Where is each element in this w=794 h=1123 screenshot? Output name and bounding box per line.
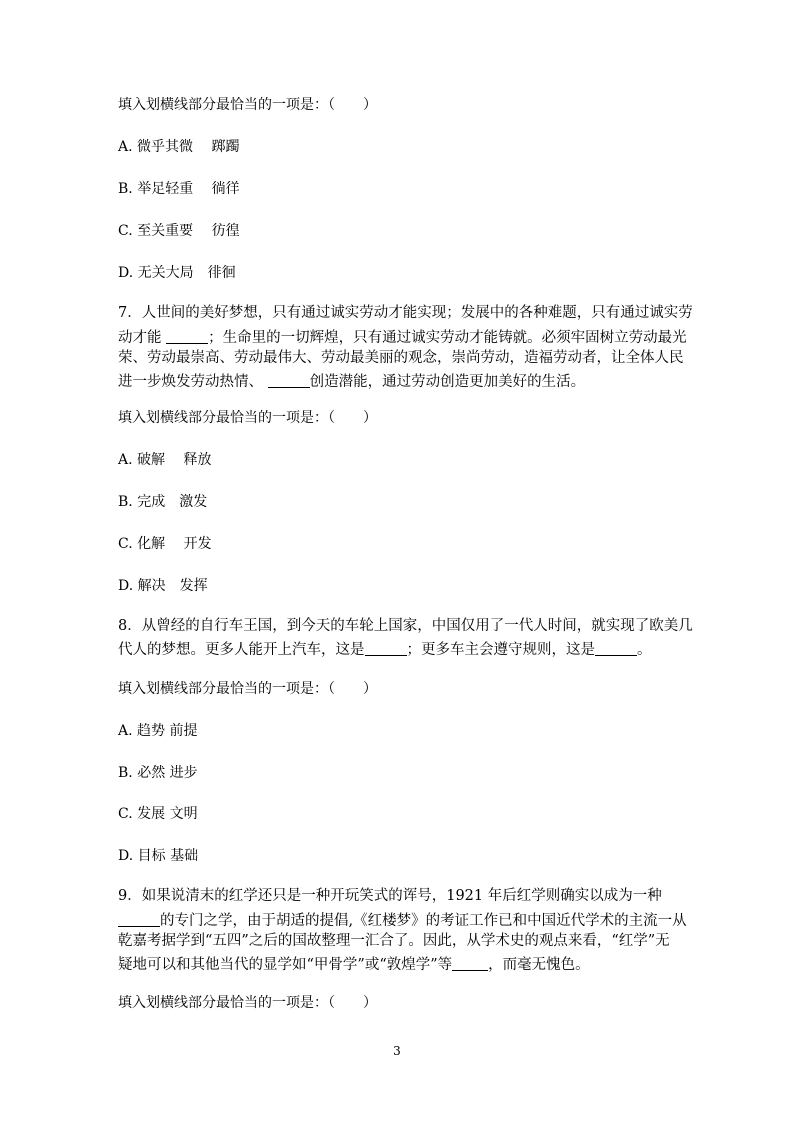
- fill-blank: [118, 912, 160, 927]
- question-9-line-4: 疑地可以和其他当代的显学如“甲骨学”或“敦煌学”等 ，而毫无愧色。: [118, 957, 590, 973]
- page-number: 3: [393, 1044, 401, 1058]
- option-d: D. 解决 发挥: [118, 578, 208, 594]
- question-9-line-1: 9．如果说清末的红学还只是一种开玩笑式的诨号，1921 年后红学则确实以成为一种: [118, 888, 662, 904]
- fill-blank: [365, 641, 407, 656]
- question-8-line-2: 代人的梦想。更多人能开上汽车，这是 ；更多车主会遵守规则，这是 。: [118, 642, 652, 658]
- option-b: B. 完成 激发: [118, 494, 208, 510]
- option-a: A. 趋势 前提: [118, 723, 198, 739]
- question-prompt: 填入划横线部分最恰当的一项是：（ ）: [118, 681, 377, 697]
- fill-blank: [268, 373, 310, 388]
- fill-blank: [595, 641, 637, 656]
- fill-blank: [452, 956, 488, 971]
- option-d: D. 无关大局 徘徊: [118, 265, 236, 281]
- fill-blank: [166, 329, 208, 344]
- option-c: C. 化解 开发: [118, 536, 212, 552]
- question-7-line-2: 动才能 ；生命里的一切辉煌，只有通过诚实劳动才能铸就。必须牢固树立劳动最光: [118, 330, 687, 346]
- option-d: D. 目标 基础: [118, 848, 199, 864]
- question-prompt: 填入划横线部分最恰当的一项是：（ ）: [118, 97, 377, 113]
- question-9-line-3: 乾嘉考据学到“五四”之后的国故整理一汇合了。因此，从学术史的观点来看，“红学”无: [118, 933, 670, 949]
- question-8-line-1: 8．从曾经的自行车王国，到今天的车轮上国家，中国仅用了一代人时间，就实现了欧美几: [118, 618, 693, 634]
- option-c: C. 发展 文明: [118, 806, 198, 822]
- question-prompt: 填入划横线部分最恰当的一项是：（ ）: [118, 410, 377, 426]
- option-b: B. 必然 进步: [118, 765, 198, 781]
- question-7-line-1: 7．人世间的美好梦想，只有通过诚实劳动才能实现；发展中的各种难题，只有通过诚实劳: [118, 305, 693, 321]
- option-a: A. 破解 释放: [118, 452, 212, 468]
- question-9-line-2: 的专门之学，由于胡适的提倡,《红楼梦》的考证工作已和中国近代学术的主流一从: [118, 912, 687, 929]
- option-b: B. 举足轻重 徜徉: [118, 181, 240, 197]
- question-prompt: 填入划横线部分最恰当的一项是：（ ）: [118, 995, 377, 1011]
- question-7-line-3: 荣、劳动最崇高、劳动最伟大、劳动最美丽的观念，崇尚劳动，造福劳动者，让全体人民: [118, 350, 684, 366]
- option-a: A. 微乎其微 踯躅: [118, 139, 240, 155]
- question-7-line-4: 进一步焕发劳动热情、 创造潜能，通过劳动创造更加美好的生活。: [118, 374, 586, 390]
- option-c: C. 至关重要 彷徨: [118, 223, 240, 239]
